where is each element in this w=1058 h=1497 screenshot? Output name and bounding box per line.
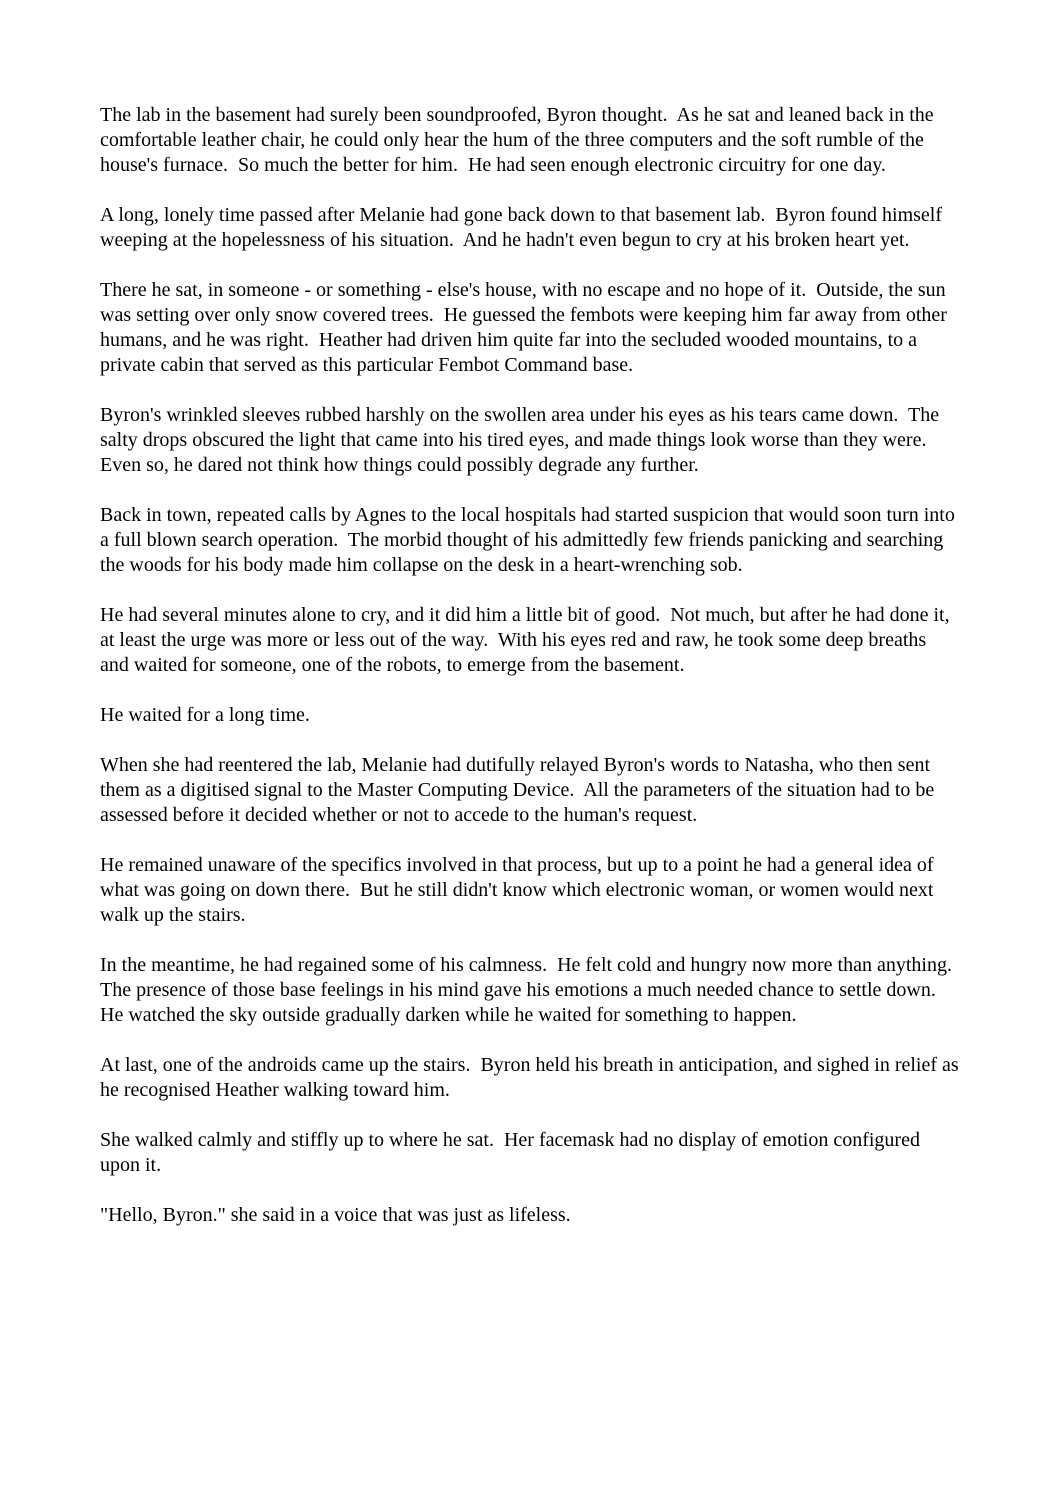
paragraph: A long, lonely time passed after Melanie had gone back down to that basement lab. Byron found himself weeping at the hopelessness of his situation. And he hadn't even begun to cry at his broken heart yet. — [100, 204, 948, 251]
paragraph: Back in town, repeated calls by Agnes to the local hospitals had started suspicion that would soon turn into a full blown search operation. The morbid thought of his admittedly few friends panicking and searching the woods for his body made him collapse on the desk in a heart-wrenching sob. — [100, 504, 960, 576]
paragraph: In the meantime, he had regained some of his calmness. He felt cold and hungry now more than anything. The presence of those base feelings in his mind gave his emotions a much needed chance to settle down. He watched the sky outside gradually darken while he waited for something to happen. — [100, 954, 962, 1026]
paragraph: She walked calmly and stiffly up to where he sat. Her facemask had no display of emotion configured upon it. — [100, 1129, 925, 1176]
paragraph: He remained unaware of the specifics involved in that process, but up to a point he had a general idea of what was going on down there. But he still didn't know which electronic woman, or women would next walk up the stairs. — [100, 854, 939, 926]
paragraph: The lab in the basement had surely been soundproofed, Byron thought. As he sat and leaned back in the comfortable leather chair, he could only hear the hum of the three computers and the soft rumble of the house's furnace. So much the better for him. He had seen enough electronic circuitry for one day. — [100, 104, 939, 176]
paragraph: There he sat, in someone - or something - else's house, with no escape and no hope of it. Outside, the sun was setting over only snow covered trees. He guessed the fembots were keeping him far away from other humans, and he was right. Heather had driven him quite far into the secluded wooded mountains, to a private cabin that served as this particular Fembot Command base. — [100, 279, 952, 376]
paragraph: At last, one of the androids came up the stairs. Byron held his breath in anticipation, and sighed in relief as he recognised Heather walking toward him. — [100, 1054, 964, 1101]
story-text-block — [100, 103, 964, 1253]
paragraph: He had several minutes alone to cry, and it did him a little bit of good. Not much, but after he had done it, at least the urge was more or less out of the way. With his eyes red and raw, he took some deep breaths and waited for someone, one of the robots, to emerge from the basement. — [100, 604, 955, 676]
paragraph: He waited for a long time. — [100, 704, 310, 726]
paragraph: Byron's wrinkled sleeves rubbed harshly on the swollen area under his eyes as his tears came down. The salty drops obscured the light that came into his tired eyes, and made things look worse than they were. Even so, he dared not think how things could possibly degrade any further. — [100, 404, 945, 476]
paragraph: When she had reentered the lab, Melanie had dutifully relayed Byron's words to Natasha, who then sent them as a digitised signal to the Master Computing Device. All the parameters of the situation had to be assessed before it decided whether or not to accede to the human's request. — [100, 754, 940, 826]
paragraph: "Hello, Byron." she said in a voice that was just as lifeless. — [100, 1204, 571, 1226]
